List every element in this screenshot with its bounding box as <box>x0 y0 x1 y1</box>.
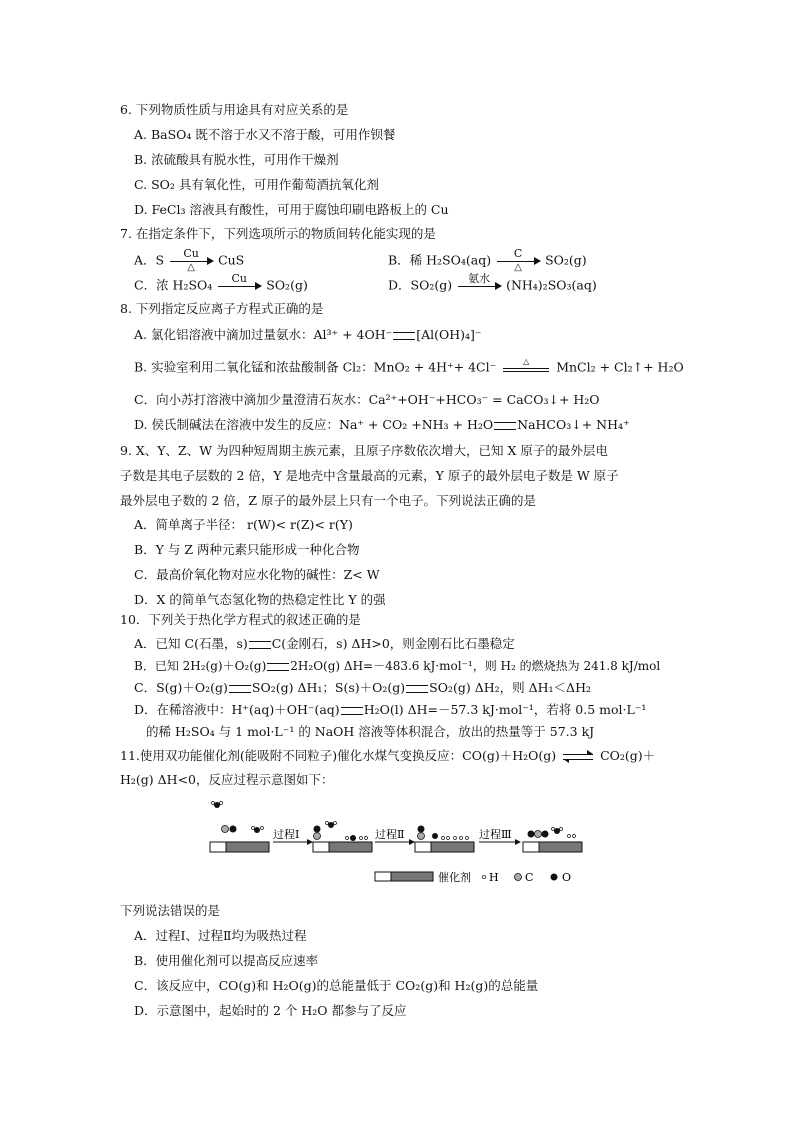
q11-stem: 下列说法错误的是 <box>120 903 221 918</box>
q10-d-left: D．在稀溶液中：H⁺(aq)＋OH⁻(aq) <box>134 702 340 717</box>
q7-d-reactant: D．SO₂(g) <box>388 277 453 293</box>
oxygen-atom-symbol <box>551 874 558 881</box>
q8-a-left: A. 氯化铝溶液中滴加过量氨水：Al³⁺ + 4OH⁻ <box>134 327 393 342</box>
q7-option-c <box>134 272 308 297</box>
equals-sign <box>406 685 428 693</box>
q8-option-b <box>134 359 684 377</box>
legend-catalyst-label: 催化剂 <box>438 871 471 884</box>
arrow-condition-bottom: △ <box>514 262 522 273</box>
reaction-process-diagram <box>205 800 605 890</box>
process-arrow-head <box>515 839 521 845</box>
q7-option-b <box>388 247 587 273</box>
q7-c-product: SO₂(g) <box>266 277 308 293</box>
catalyst-surface-stage-3 <box>415 842 474 852</box>
q8-a-right: [Al(OH)₄]⁻ <box>416 327 482 342</box>
q9-option-a: A．简单离子半径： r(W)< r(Z)< r(Y) <box>134 517 353 532</box>
molecules-stage-4 <box>528 828 576 838</box>
q6-option-b: B. 浓硫酸具有脱水性，可用作干燥剂 <box>134 152 339 167</box>
q10-option-b <box>134 658 660 674</box>
q10-a-left: A．已知 C(石墨，s) <box>134 636 248 651</box>
equals-sign <box>267 663 289 671</box>
molecules-stage-3 <box>418 826 469 840</box>
q6-stem: 6. 下列物质性质与用途具有对应关系的是 <box>120 102 349 117</box>
legend-c-label: C <box>525 871 534 884</box>
catalyst-surface-stage-2 <box>313 842 372 852</box>
q8-d-left: D. 侯氏制碱法在溶液中发生的反应：Na⁺ + CO₂ +NH₃ + H₂O <box>134 417 494 432</box>
equals-sign <box>494 422 516 430</box>
heated-equals-sign <box>503 359 549 377</box>
process-3-label: 过程Ⅲ <box>479 828 512 841</box>
q10-c-right: SO₂(g) ΔH₂，则 ΔH₁＜ΔH₂ <box>429 680 591 695</box>
reversible-arrow <box>563 750 593 764</box>
q7-b-reactant: B．稀 H₂SO₄(aq) <box>388 252 492 268</box>
equals-sign <box>229 685 251 693</box>
q7-option-d <box>388 272 597 297</box>
q11-l1-right: CO₂(g)＋ <box>600 748 656 763</box>
reaction-arrow <box>497 247 539 273</box>
q11-option-c: C．该反应中，CO(g)和 H₂O(g)的总能量低于 CO₂(g)和 H₂(g)的总能量 <box>134 978 539 993</box>
q11-option-d: D．示意图中，起始时的 2 个 H₂O 都参与了反应 <box>134 1003 407 1018</box>
hydrogen-atom-symbol <box>482 875 485 878</box>
q10-b-right: 2H₂O(g) ΔH=－483.6 kJ·mol⁻¹，则 H₂ 的燃烧热为 241.8 kJ/mol <box>290 659 661 673</box>
q7-stem: 7. 在指定条件下，下列选项所示的物质间转化能实现的是 <box>120 226 436 241</box>
q6-option-a: A. BaSO₄ 既不溶于水又不溶于酸，可用作钡餐 <box>134 127 396 142</box>
process-arrow-head <box>409 839 415 845</box>
q10-stem: 10．下列关于热化学方程式的叙述正确的是 <box>120 612 361 627</box>
process-1-label: 过程Ⅰ <box>273 828 300 841</box>
carbon-atom-symbol <box>515 874 522 881</box>
arrow-condition-top: Cu <box>231 272 248 285</box>
q8-option-c: C．向小苏打溶液中滴加少量澄清石灰水：Ca²⁺+OH⁻+HCO₃⁻ = CaCO₃↓+ H₂O <box>134 392 600 407</box>
arrow-condition-top: Cu <box>183 247 199 260</box>
q11-line-2: H₂(g) ΔH<0，反应过程示意图如下： <box>120 772 334 787</box>
q8-b-right: MnCl₂ + Cl₂↑+ H₂O <box>556 359 684 375</box>
q10-option-c <box>134 680 591 696</box>
q9-line-3: 最外层电子数的 2 倍，Z 原子的最外层上只有一个电子。下列说法正确的是 <box>120 493 537 508</box>
reaction-arrow <box>170 247 212 273</box>
q7-d-product: (NH₄)₂SO₃(aq) <box>506 277 597 293</box>
legend-o-label: O <box>562 871 572 884</box>
q10-b-left: B．已知 2H₂(g)＋O₂(g) <box>134 659 267 673</box>
q7-a-product: CuS <box>218 252 245 268</box>
catalyst-surface-stage-4 <box>523 842 582 852</box>
arrow-condition-top: 氨水 <box>468 272 491 285</box>
q8-option-d <box>134 417 630 433</box>
legend-h-label: H <box>489 871 499 884</box>
q11-option-a: A．过程Ⅰ、过程Ⅱ均为吸热过程 <box>134 928 307 943</box>
equals-sign <box>393 332 415 340</box>
q6-option-c: C. SO₂ 具有氧化性，可用作葡萄酒抗氧化剂 <box>134 177 379 192</box>
molecules-stage-2 <box>314 822 368 842</box>
q10-c-left: C．S(g)＋O₂(g) <box>134 680 228 695</box>
q8-option-a <box>134 327 482 343</box>
equals-sign <box>341 707 363 715</box>
process-arrow-head <box>307 839 313 845</box>
q9-option-d: D．X 的简单气态氢化物的热稳定性比 Y 的强 <box>134 592 386 607</box>
process-2-label: 过程Ⅱ <box>375 828 405 841</box>
diagram-legend <box>375 870 571 884</box>
q11-line-1 <box>120 748 655 764</box>
q9-line-1: 9. X、Y、Z、W 为四种短周期主族元素，且原子序数依次增大，已知 X 原子的最外层电 <box>120 443 608 458</box>
q10-c-mid: SO₂(g) ΔH₁；S(s)＋O₂(g) <box>251 680 406 695</box>
q10-option-a <box>134 636 515 652</box>
q7-a-reactant: A．S <box>134 252 165 268</box>
q10-option-d-line-2: 的稀 H₂SO₄ 与 1 mol·L⁻¹ 的 NaOH 溶液等体积混合，放出的热量等于 57.3 kJ <box>146 724 595 739</box>
q11-l1-left: 11.使用双功能催化剂(能吸附不同粒子)催化水煤气变换反应：CO(g)＋H₂O(g) <box>120 748 557 763</box>
equals-sign <box>249 641 271 649</box>
q8-d-right: NaHCO₃↓+ NH₄⁺ <box>517 417 630 432</box>
molecules-stage-1 <box>212 802 264 834</box>
arrow-condition-bottom: △ <box>187 262 195 273</box>
arrow-condition-top: C <box>513 247 523 260</box>
q11-option-b: B．使用催化剂可以提高反应速率 <box>134 953 319 968</box>
q8-b-left: B. 实验室利用二氧化锰和浓盐酸制备 Cl₂：MnO₂ + 4H⁺+ 4Cl⁻ <box>134 359 497 375</box>
q9-line-2: 子数是其电子层数的 2 倍，Y 是地壳中含量最高的元素，Y 原子的最外层电子数是 W 原子 <box>120 468 619 483</box>
q9-option-b: B．Y 与 Z 两种元素只能形成一种化合物 <box>134 542 360 557</box>
q9-option-c: C．最高价氧化物对应水化物的碱性：Z< W <box>134 567 380 582</box>
q6-option-d: D. FeCl₃ 溶液具有酸性，可用于腐蚀印刷电路板上的 Cu <box>134 202 449 217</box>
q10-option-d <box>134 702 646 718</box>
reaction-arrow <box>458 272 500 297</box>
q7-c-reactant: C．浓 H₂SO₄ <box>134 277 213 293</box>
q7-b-product: SO₂(g) <box>545 252 587 268</box>
q7-option-a <box>134 247 245 273</box>
q10-d-right: H₂O(l) ΔH=－57.3 kJ·mol⁻¹，若将 0.5 mol·L⁻¹ <box>363 702 647 717</box>
q10-a-right: C(金刚石，s) ΔH>0，则金刚石比石墨稳定 <box>271 636 515 651</box>
reaction-arrow <box>218 272 260 297</box>
q8-stem: 8. 下列指定反应离子方程式正确的是 <box>120 301 324 316</box>
heat-symbol: △ <box>523 357 530 366</box>
catalyst-surface-stage-1 <box>210 842 269 852</box>
